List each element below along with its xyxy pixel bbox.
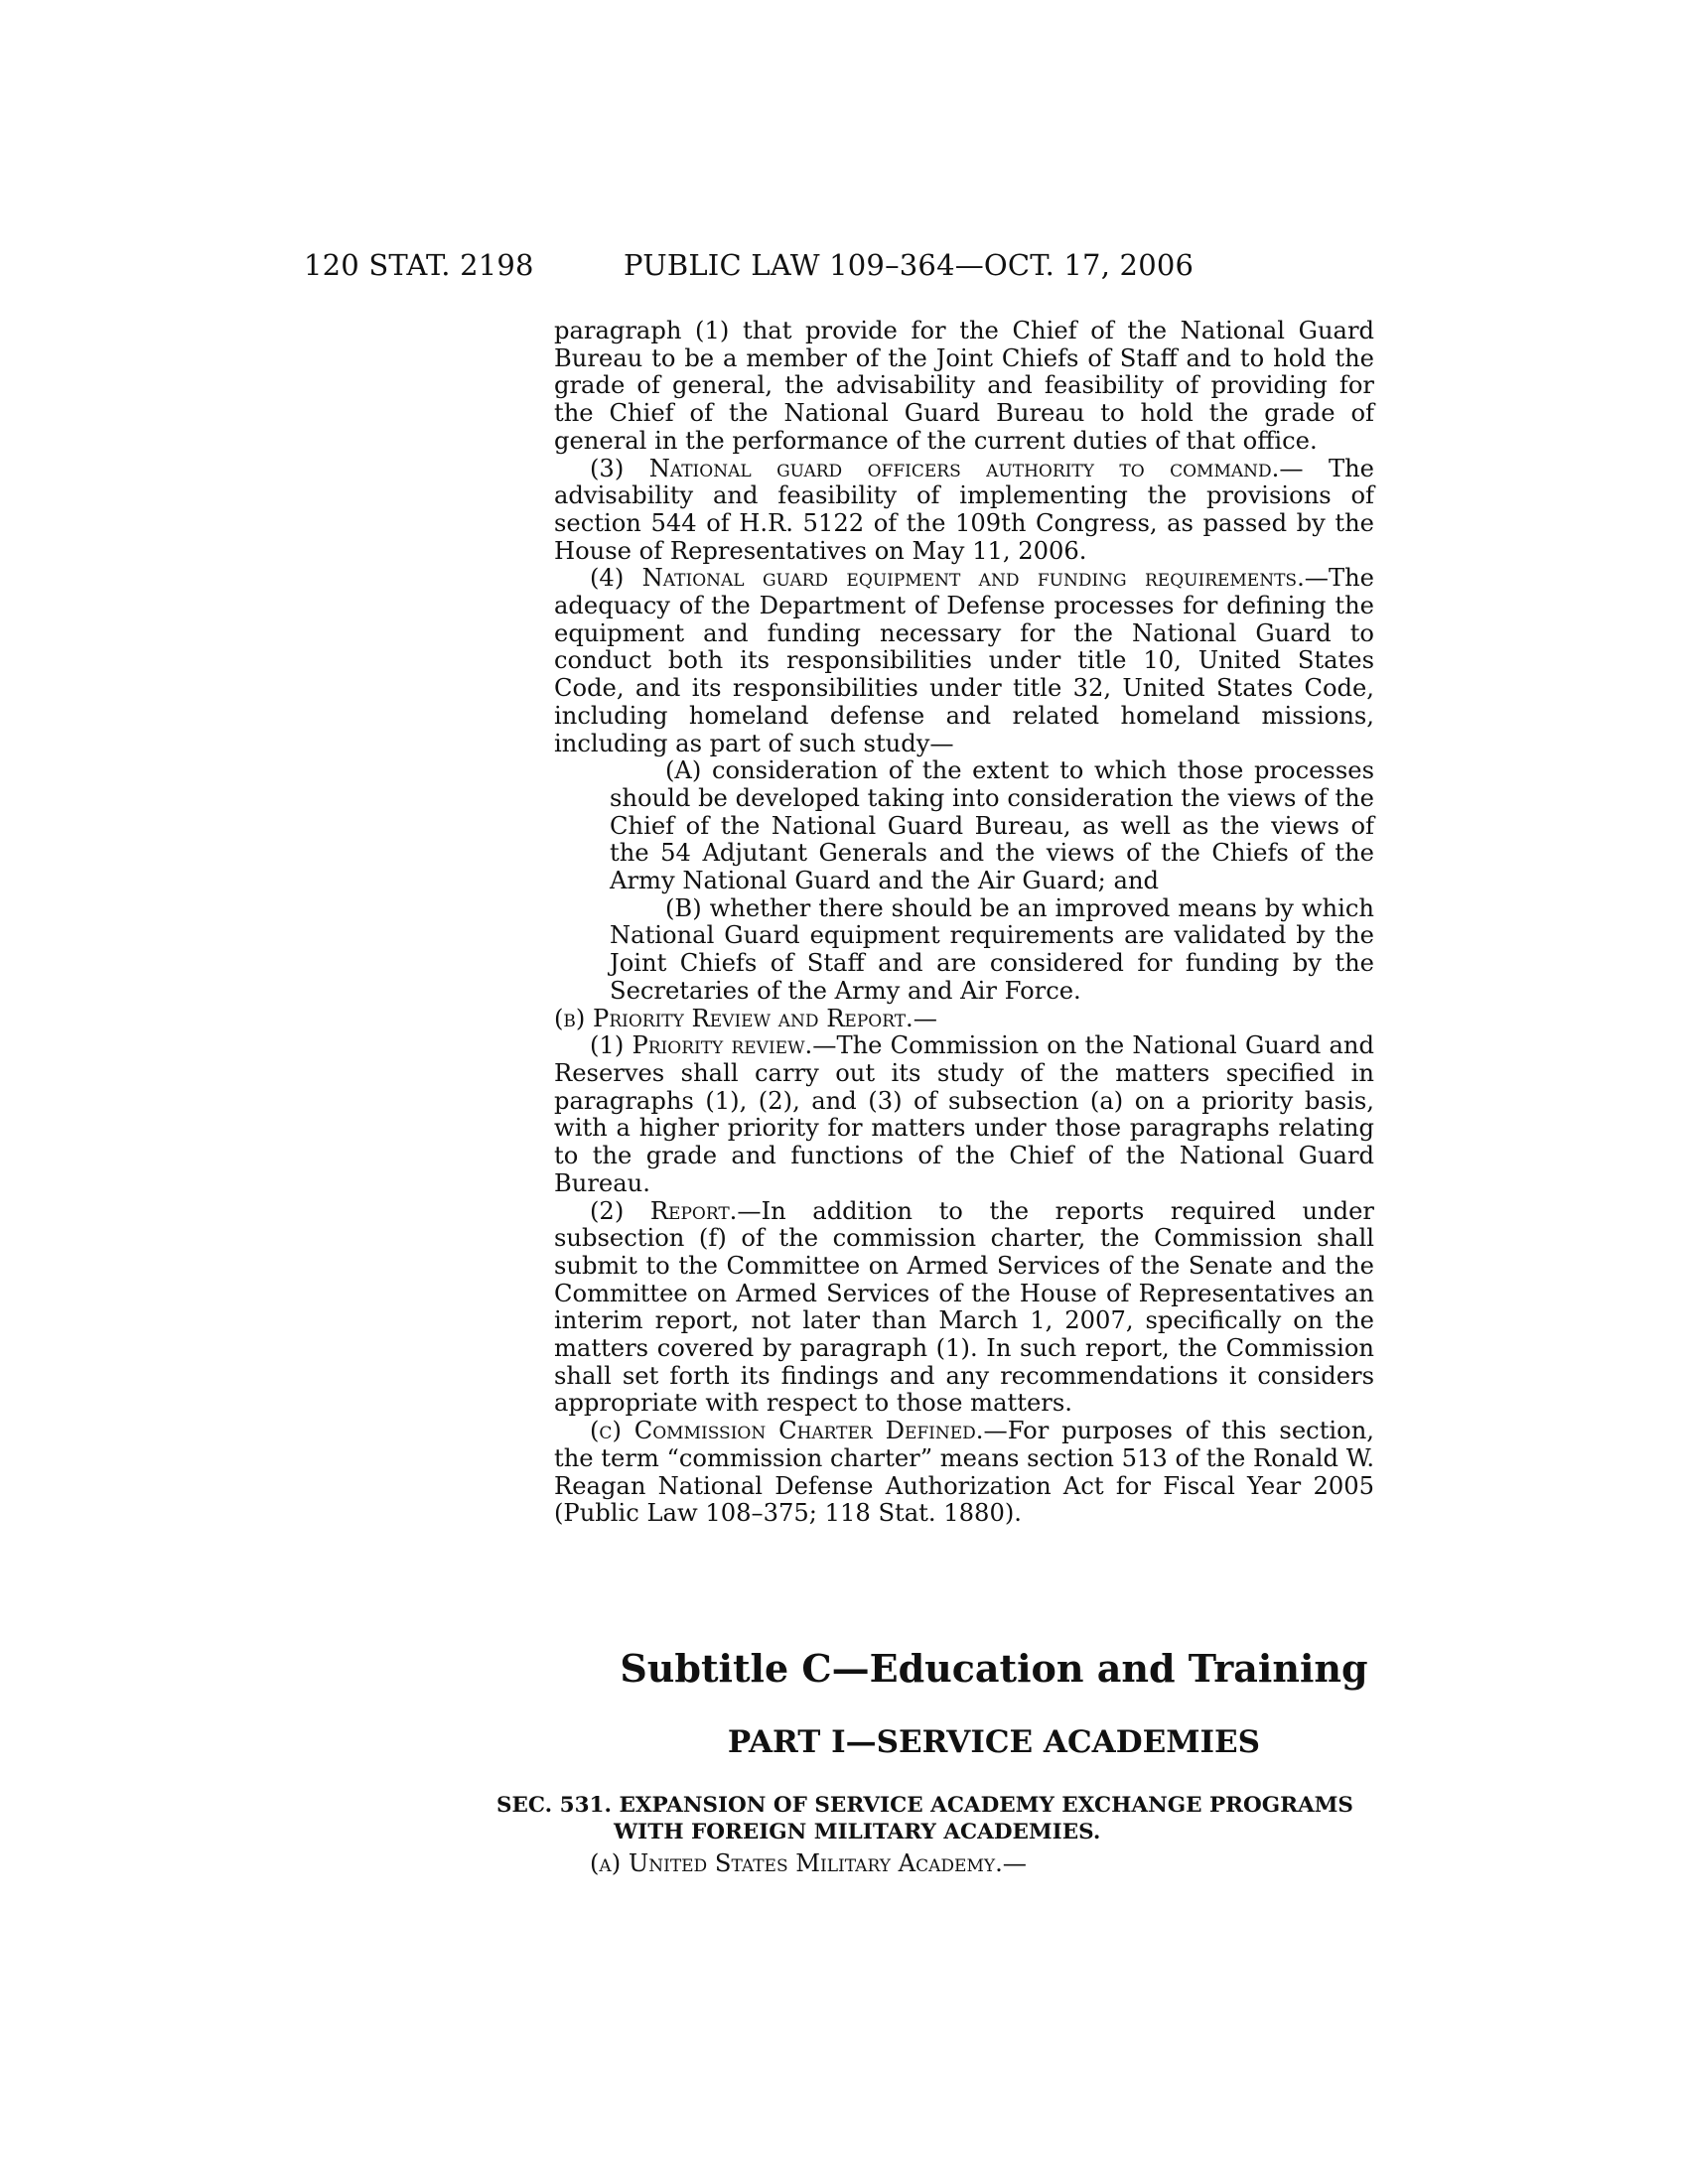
subsection-b-2 xyxy=(554,1198,1374,1419)
paragraph-3-body: The advisability and feasibility of implementing the provisions of section 544 of H.R. 5122 of the 109th Congress, as passed by the House of Representatives on May 11, 2006. xyxy=(554,454,1374,565)
paragraph-3 xyxy=(554,456,1374,566)
law-title: PUBLIC LAW 109–364—OCT. 17, 2006 xyxy=(624,248,1195,282)
section-subsection-a: (a) United States Military Academy.— xyxy=(590,1849,1027,1877)
section-heading-line-2: WITH FOREIGN MILITARY ACADEMIES. xyxy=(614,1820,1101,1844)
subsection-b-1 xyxy=(554,1032,1374,1197)
subsection-b-heading xyxy=(554,1006,1374,1033)
subsection-c xyxy=(554,1418,1374,1528)
paragraph-3-heading: (3) National guard officers authority to command.— xyxy=(590,454,1304,482)
paragraph-4-heading: (4) National guard equipment and funding requirements.— xyxy=(590,564,1329,593)
subsection-c-heading: (c) Commission Charter Defined.— xyxy=(590,1417,1008,1445)
paragraph-continued: paragraph (1) that provide for the Chief of the National Guard Bureau to be a member of the Joint Chiefs of Staff and to hold the grade of general, the advisability and feasibility of providing for the Chief of the National Guard Bureau to hold the grade of general in the performance of the current duties of that office. xyxy=(554,317,1374,455)
subparagraph-4a: (A) consideration of the extent to which those processes should be developed taking into consideration the views of the Chief of the National Guard Bureau, as well as the views of the 54 Adjutant Generals and the views of the Chiefs of the Army National Guard and the Air Guard; and xyxy=(610,756,1374,895)
part-heading: PART I—SERVICE ACADEMIES xyxy=(727,1724,1261,1760)
paragraph-4 xyxy=(554,565,1374,757)
body-text xyxy=(554,318,1374,1528)
paragraph-4-body: The adequacy of the Department of Defense processes for defining the equipment and funding necessary for the National Guard to conduct both its responsibilities under title 10, United States Code, and its responsibilities under title 32, United States Code, including homeland defense and related homeland missions, including as part of such study— xyxy=(554,564,1374,757)
subsection-c-body: For purposes of this section, the term “commission charter” means section 513 of the Ronald W. Reagan National Defense Authorization Act for Fiscal Year 2005 (Public Law 108–375; 118 Stat. 1880). xyxy=(554,1417,1375,1528)
subsection-b-title: (b) Priority Review and Report.— xyxy=(554,1004,937,1032)
page-header xyxy=(304,248,1376,288)
subtitle-heading: Subtitle C—Education and Training xyxy=(620,1646,1368,1691)
subsection-b-2-heading: (2) Report.— xyxy=(590,1196,762,1225)
subsection-b-1-heading: (1) Priority review.— xyxy=(590,1031,837,1060)
section-heading-line-1: SEC. 531. EXPANSION OF SERVICE ACADEMY EXCHANGE PROGRAMS xyxy=(496,1793,1353,1818)
section-heading xyxy=(496,1792,1380,1845)
stat-reference: 120 STAT. 2198 xyxy=(304,248,534,282)
subsection-b-2-body: In addition to the reports required under subsection (f) of the commission charter, the Commission shall submit to the Committee on Armed Services of the Senate and the Committee on Armed Services of the House of Representatives an interim report, not later than March 1, 2007, specifically on the matters covered by paragraph (1). In such report, the Commission shall set forth its findings and any recommendations it considers appropriate with respect to those matters. xyxy=(554,1196,1374,1418)
subsection-b-1-body: The Commission on the National Guard and Reserves shall carry out its study of the matters specified in paragraphs (1), (2), and (3) of subsection (a) on a priority basis, with a higher priority for matters under those paragraphs relating to the grade and functions of the Chief of the National Guard Bureau. xyxy=(554,1031,1374,1197)
subparagraph-4b: (B) whether there should be an improved means by which National Guard equipment requirements are validated by the Joint Chiefs of Staff and are considered for funding by the Secretaries of the Army and Air Force. xyxy=(610,893,1374,1005)
